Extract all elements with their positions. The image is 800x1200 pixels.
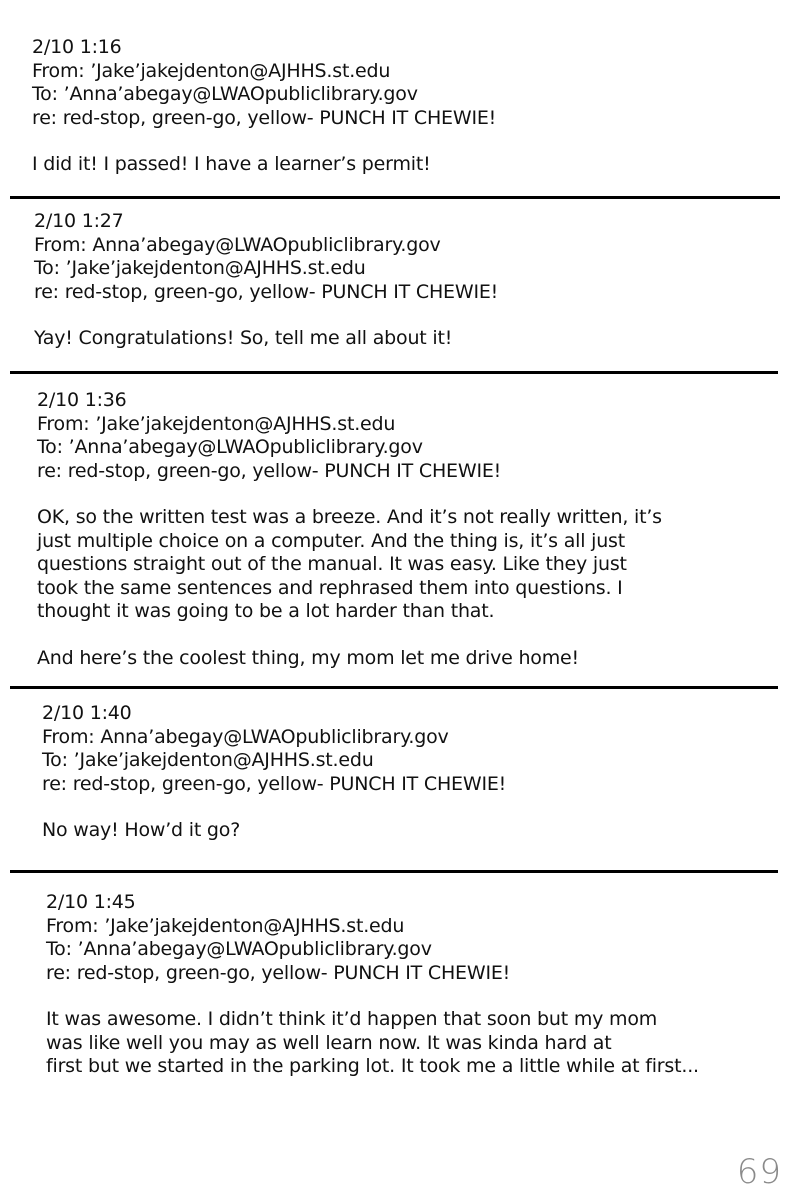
email-message-4 xyxy=(42,702,506,843)
email-from: From: ’Jake’jakejdenton@AJHHS.st.edu xyxy=(46,914,405,937)
email-body-line: OK, so the written test was a breeze. And it’s not really written, it’s xyxy=(37,506,662,528)
page-number: 69 xyxy=(736,1152,782,1192)
message-divider xyxy=(10,870,778,873)
email-subject: re: red-stop, green-go, yellow- PUNCH IT CHEWIE! xyxy=(42,772,507,795)
message-divider xyxy=(10,686,778,689)
email-body-line: It was awesome. I didn’t think it’d happen that soon but my mom xyxy=(46,1008,658,1030)
email-from: From: Anna’abegay@LWAOpubliclibrary.gov xyxy=(34,233,441,256)
email-subject: re: red-stop, green-go, yellow- PUNCH IT CHEWIE! xyxy=(37,459,502,482)
email-to: To: ’Jake’jakejdenton@AJHHS.st.edu xyxy=(42,749,374,771)
email-from: From: ’Jake’jakejdenton@AJHHS.st.edu xyxy=(32,59,391,82)
message-divider xyxy=(10,196,780,199)
email-subject: re: red-stop, green-go, yellow- PUNCH IT CHEWIE! xyxy=(34,280,499,303)
email-body-line: And here’s the coolest thing, my mom let me drive home! xyxy=(37,646,579,669)
email-date: 2/10 1:36 xyxy=(37,389,127,411)
email-message-3 xyxy=(37,389,662,670)
email-from: From: Anna’abegay@LWAOpubliclibrary.gov xyxy=(42,725,449,748)
email-body-line: Yay! Congratulations! So, tell me all about it! xyxy=(34,327,453,349)
email-date: 2/10 1:45 xyxy=(46,891,136,913)
email-body-line: was like well you may as well learn now. It was kinda hard at xyxy=(46,1031,612,1054)
email-message-2 xyxy=(34,210,498,351)
email-body-line: thought it was going to be a lot harder than that. xyxy=(37,600,495,622)
email-date: 2/10 1:27 xyxy=(34,210,124,232)
email-to: To: ’Jake’jakejdenton@AJHHS.st.edu xyxy=(34,257,366,279)
email-body-line: first but we started in the parking lot. It took me a little while at first... xyxy=(46,1055,699,1077)
email-to: To: ’Anna’abegay@LWAOpubliclibrary.gov xyxy=(32,83,418,105)
email-subject: re: red-stop, green-go, yellow- PUNCH IT CHEWIE! xyxy=(32,106,497,129)
email-date: 2/10 1:16 xyxy=(32,36,122,58)
email-body-line: took the same sentences and rephrased them into questions. I xyxy=(37,576,623,599)
email-to: To: ’Anna’abegay@LWAOpubliclibrary.gov xyxy=(37,436,423,458)
email-message-5 xyxy=(46,891,699,1079)
message-divider xyxy=(10,371,778,374)
email-from: From: ’Jake’jakejdenton@AJHHS.st.edu xyxy=(37,412,396,435)
email-subject: re: red-stop, green-go, yellow- PUNCH IT CHEWIE! xyxy=(46,961,511,984)
email-body-line: I did it! I passed! I have a learner’s permit! xyxy=(32,153,431,175)
email-date: 2/10 1:40 xyxy=(42,702,132,724)
email-body-line: No way! How’d it go? xyxy=(42,819,241,841)
email-body-line: questions straight out of the manual. It was easy. Like they just xyxy=(37,553,627,575)
email-message-1 xyxy=(32,36,496,177)
email-body-line: just multiple choice on a computer. And the thing is, it’s all just xyxy=(37,529,626,552)
email-to: To: ’Anna’abegay@LWAOpubliclibrary.gov xyxy=(46,938,432,960)
